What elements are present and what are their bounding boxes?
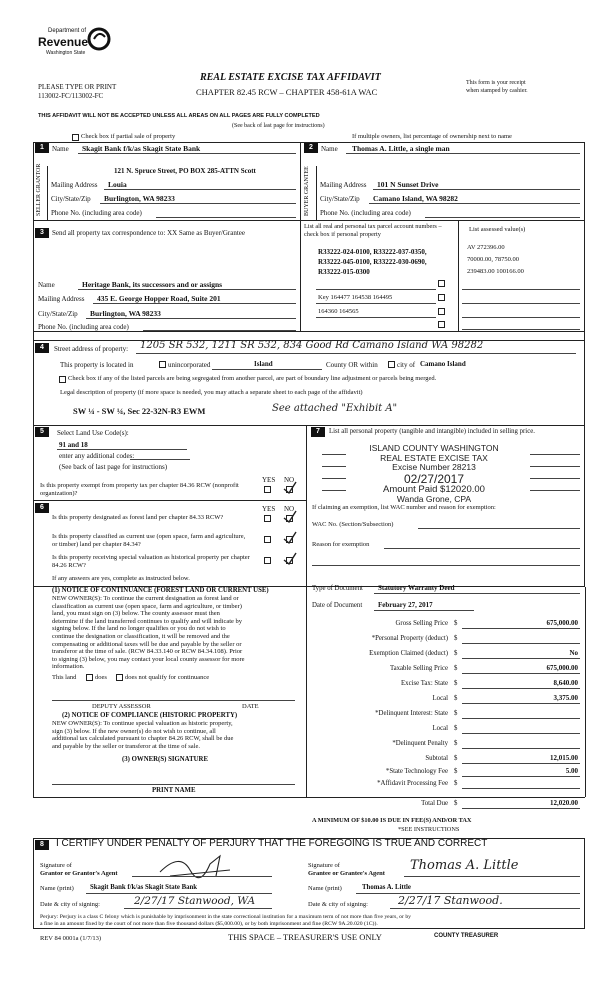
section-6-badge: 6 bbox=[35, 503, 49, 513]
unincorporated-label: unincorporated bbox=[168, 361, 211, 369]
forest-no-check-icon bbox=[282, 509, 298, 525]
no-header-5: NO bbox=[284, 476, 295, 484]
buyer-city: Camano Island, WA 98282 bbox=[373, 194, 458, 203]
doc-date: February 27, 2017 bbox=[378, 601, 433, 609]
tax-row-value-1: 675,000.00 bbox=[546, 619, 578, 627]
deputy-assessor-label: DEPUTY ASSESSOR bbox=[92, 703, 151, 710]
tax-row-label-11: *State Technology Fee bbox=[385, 768, 448, 775]
grantee-sig-label-1: Signature of bbox=[308, 862, 340, 869]
buyer-name: Thomas A. Little, a single man bbox=[352, 144, 450, 153]
tax-row-value-13: 12,020.00 bbox=[550, 799, 578, 807]
receipt-note-2: when stamped by cashier. bbox=[466, 88, 528, 94]
form-code: 113002-FC/113002-FC bbox=[38, 92, 104, 100]
tax-row-label-5: Excise Tax: State bbox=[401, 680, 448, 687]
print-name-label: PRINT NAME bbox=[152, 787, 196, 794]
notice2-body: NEW OWNER(S): To continue special valuation as historic property, sign (3) below. If the new owner(s) do not wish to continue, all additional tax calculated pursuant to chapter 84.26 RCW, shall be due and payable by the seller or transferor at the time of sale. bbox=[52, 720, 234, 750]
seller-city-label: City/State/Zip bbox=[51, 195, 91, 203]
stamp-treasurer: Wanda Grone, CPA bbox=[396, 494, 472, 504]
tax-row-value-5: 8,640.00 bbox=[553, 679, 578, 687]
personal-property-label: List all personal property (tangible and intangible) included in selling price. bbox=[329, 428, 535, 435]
historic-no-check-icon bbox=[282, 551, 298, 567]
corr-mailing-label: Mailing Address bbox=[38, 295, 85, 303]
parcel-numbers: R33222-024-0100, R33222-037-0350, R33222-045-0100, R33222-030-0690, R33222-015-0300 bbox=[318, 248, 427, 276]
grantor-date-city: 2/27/17 Stanwood, WA bbox=[134, 895, 256, 907]
tax-row-label-7: *Delinquent Interest: State bbox=[375, 710, 448, 717]
tax-row-sym-13: $ bbox=[454, 800, 458, 807]
seller-mailing-label: Mailing Address bbox=[51, 181, 98, 189]
section-2-badge: 2 bbox=[304, 143, 318, 153]
assessed-value-2: 70000.00, 78750.00 bbox=[467, 256, 519, 263]
corr-city: Burlington, WA 98233 bbox=[90, 309, 161, 318]
tax-row-sym-12: $ bbox=[454, 780, 458, 787]
stamp-date: 02/27/2017 bbox=[403, 471, 465, 486]
deputy-date-label: DATE bbox=[242, 703, 259, 710]
partial-sale-label: Check box if partial sale of property bbox=[81, 133, 176, 140]
tax-row-sym-10: $ bbox=[454, 755, 458, 762]
land-use-label: Select Land Use Code(s): bbox=[57, 429, 129, 437]
owner-signature-label: (3) OWNER(S) SIGNATURE bbox=[122, 756, 208, 763]
tax-row-sym-2: $ bbox=[454, 635, 458, 642]
treasurer-only-note: THIS SPACE – TREASURER'S USE ONLY bbox=[228, 932, 382, 942]
tax-row-label-4: Taxable Selling Price bbox=[389, 665, 448, 672]
buyer-mailing: 101 N Sunset Drive bbox=[377, 180, 439, 189]
grantee-date-city: 2/27/17 Stanwood. bbox=[398, 894, 503, 907]
segregated-label: Check box if any of the listed parcels are being segregated from another parcel, are part of boundary line adjustment or parcels being merged. bbox=[68, 375, 437, 382]
notice2-title: (2) NOTICE OF COMPLIANCE (HISTORIC PROPERTY) bbox=[62, 712, 238, 719]
tax-row-value-3: No bbox=[569, 649, 578, 657]
does-not-label: does not qualify for continuance bbox=[125, 674, 210, 681]
doc-date-label: Date of Document bbox=[312, 602, 363, 609]
if-yes-note: If any answers are yes, complete as instructed below. bbox=[52, 575, 190, 582]
tax-row-label-12: *Affidavit Processing Fee bbox=[377, 780, 448, 787]
current-use-yes-checkbox[interactable] bbox=[264, 536, 271, 543]
assessed-value-1: AV 272396.00 bbox=[467, 244, 505, 251]
grantor-print-name: Skagit Bank f/k/as Skagit State Bank bbox=[90, 884, 198, 891]
tax-row-label-9: *Delinquent Penalty bbox=[392, 740, 448, 747]
land-does-label: This land bbox=[52, 674, 77, 681]
section-4-badge: 4 bbox=[35, 343, 49, 353]
section-7-badge: 7 bbox=[311, 427, 325, 437]
grantee-date-label: Date & city of signing: bbox=[308, 901, 368, 908]
perjury-line-2: a fine in an amount fixed by the court of not more than five thousand dollars ($5,000.00), or by both imprisonment and fine (RCW 9A.20.020 (1C)). bbox=[40, 921, 378, 927]
section-8-badge: 8 bbox=[35, 840, 49, 850]
perjury-line-1: Perjury: Perjury is a class C felony which is punishable by imprisonment in the state correctional institution for a maximum term of not more than five years, or by bbox=[40, 914, 412, 920]
additional-codes-label: enter any additional codes: bbox=[59, 452, 135, 460]
historic-yes-checkbox[interactable] bbox=[264, 557, 271, 564]
receipt-note-1: This form is your receipt bbox=[466, 80, 526, 86]
tax-row-value-11: 5.00 bbox=[565, 767, 578, 775]
city-checkbox[interactable] bbox=[388, 361, 395, 368]
tax-row-label-3: Exemption Claimed (deduct) bbox=[369, 650, 448, 657]
seller-address-line1: 121 N. Spruce Street, PO BOX 285-ATTN Scott bbox=[114, 167, 256, 175]
stamp-excise-number: Excise Number 28213 bbox=[392, 462, 476, 472]
tax-row-sym-7: $ bbox=[454, 710, 458, 717]
grantor-name-label: Name (print) bbox=[40, 885, 74, 892]
grantor-date-label: Date & city of signing: bbox=[40, 901, 100, 908]
tax-row-label-6: Local bbox=[432, 695, 448, 702]
buyer-mailing-label: Mailing Address bbox=[320, 181, 367, 189]
yes-header-6: YES bbox=[262, 505, 276, 513]
see-back-note: (See back of last page for instructions) bbox=[232, 123, 325, 129]
logo-state: Washington State bbox=[46, 50, 86, 56]
county-value: Island bbox=[254, 360, 273, 368]
multiple-owners-note: If multiple owners, list percentage of ownership next to name bbox=[352, 133, 512, 140]
county-excise-stamp bbox=[334, 444, 534, 503]
city-of-label: city of bbox=[397, 361, 416, 369]
forest-question: Is this property designated as forest land per chapter 84.33 RCW? bbox=[52, 514, 224, 521]
section-5-badge: 5 bbox=[35, 427, 49, 437]
buyer-phone-label: Phone No. (including area code) bbox=[320, 209, 411, 217]
legal-handwritten: See attached "Exhibit A" bbox=[272, 403, 398, 414]
seller-city: Burlington, WA 98233 bbox=[104, 194, 175, 203]
parcel-key-2: 164360 164565 bbox=[318, 308, 359, 315]
stamp-title: REAL ESTATE EXCISE TAX bbox=[380, 452, 488, 463]
assessed-value-3: 239483.00 100166.00 bbox=[467, 268, 524, 275]
county-or-within: County OR within bbox=[326, 361, 378, 369]
historic-question: Is this property receiving special valuation as historical property per chapter 84.26 RCW? bbox=[52, 554, 250, 569]
tax-row-label-10: Subtotal bbox=[425, 755, 448, 762]
partial-sale-checkbox[interactable] bbox=[72, 134, 79, 141]
street-address: 1205 SR 532, 1211 SR 532, 834 Good Rd Camano Island WA 98282 bbox=[140, 340, 484, 351]
city-value: Camano Island bbox=[420, 360, 466, 368]
section-1-badge: 1 bbox=[35, 143, 49, 153]
tax-row-value-4: 675,000.00 bbox=[546, 664, 578, 672]
corr-city-label: City/State/Zip bbox=[38, 310, 78, 318]
tax-row-sym-5: $ bbox=[454, 680, 458, 687]
grantee-sig-label-2: Grantee or Grantee's Agent bbox=[308, 870, 385, 877]
seller-phone-label: Phone No. (including area code) bbox=[51, 209, 142, 217]
certify-statement: I CERTIFY UNDER PENALTY OF PERJURY THAT THE FOREGOING IS TRUE AND CORRECT bbox=[56, 838, 488, 849]
legal-label: Legal description of property (if more space is needed, you may attach a separate sheet to each page of the affidavit) bbox=[60, 389, 363, 396]
forest-yes-checkbox[interactable] bbox=[264, 515, 271, 522]
land-use-codes: 91 and 18 bbox=[59, 441, 88, 449]
does-label: does bbox=[95, 674, 107, 681]
tax-row-value-10: 12,015.00 bbox=[550, 754, 578, 762]
form-chapter: CHAPTER 82.45 RCW – CHAPTER 458-61A WAC bbox=[196, 87, 378, 97]
tax-row-sym-1: $ bbox=[454, 620, 458, 627]
tax-row-label-8: Local bbox=[432, 725, 448, 732]
reason-label: Reason for exemption bbox=[312, 541, 370, 548]
segregated-checkbox[interactable] bbox=[59, 376, 66, 383]
tax-row-sym-11: $ bbox=[454, 768, 458, 775]
corr-mailing: 435 E. George Hopper Road, Suite 201 bbox=[97, 294, 221, 303]
tax-row-sym-8: $ bbox=[454, 725, 458, 732]
does-checkbox[interactable] bbox=[86, 674, 93, 681]
tax-row-value-6: 3,375.00 bbox=[553, 694, 578, 702]
assessed-header: List assessed value(s) bbox=[469, 226, 526, 233]
parcel-checkbox-1[interactable] bbox=[438, 280, 445, 287]
please-type: PLEASE TYPE OR PRINT bbox=[38, 83, 117, 91]
corr-phone-label: Phone No. (including area code) bbox=[38, 323, 129, 331]
warning-text: THIS AFFIDAVIT WILL NOT BE ACCEPTED UNLESS ALL AREAS ON ALL PAGES ARE FULLY COMPLETED bbox=[38, 113, 320, 119]
grantor-sig-label-2: Grantor or Grantor's Agent bbox=[40, 870, 118, 877]
see-instructions-note: *SEE INSTRUCTIONS bbox=[398, 826, 460, 833]
corr-name-label: Name bbox=[38, 281, 55, 289]
form-title: REAL ESTATE EXCISE TAX AFFIDAVIT bbox=[200, 72, 381, 83]
current-use-question: Is this property classified as current use (open space, farm and agriculture, or timber) land per chapter 84.34? bbox=[52, 533, 246, 548]
seller-name-label: Name bbox=[52, 145, 69, 153]
grantee-print-name: Thomas A. Little bbox=[362, 884, 411, 891]
stamp-amount: Amount Paid $12020.00 bbox=[383, 483, 485, 495]
tax-row-label-13: Total Due bbox=[421, 800, 448, 807]
wac-label: WAC No. (Section/Subsection) bbox=[312, 521, 394, 528]
exempt-yes-checkbox[interactable] bbox=[264, 486, 271, 493]
buyer-city-label: City/State/Zip bbox=[320, 195, 360, 203]
tax-row-sym-6: $ bbox=[454, 695, 458, 702]
seller-side-label: SELLER GRANTOR bbox=[36, 163, 42, 216]
exempt-no-check-icon bbox=[282, 480, 298, 496]
does-not-checkbox[interactable] bbox=[116, 674, 123, 681]
dor-swirl-icon bbox=[86, 26, 112, 52]
legal-description: SW ¼ - SW ¼, Sec 22-32N-R3 EWM bbox=[73, 406, 206, 416]
parcel-key: Key 164477 164538 164495 bbox=[318, 294, 393, 301]
grantee-signature: Thomas A. Little bbox=[410, 858, 519, 873]
tax-row-label-1: Gross Selling Price bbox=[395, 620, 448, 627]
yes-header-5: YES bbox=[262, 476, 276, 484]
doc-type-label: Type of Document bbox=[312, 585, 363, 592]
notice1-title: (1) NOTICE OF CONTINUANCE (FOREST LAND OR CURRENT USE) bbox=[52, 587, 269, 594]
parcels-header: List all real and personal tax parcel account numbers – check box if personal property bbox=[304, 223, 442, 238]
logo-revenue: Revenue bbox=[38, 35, 89, 49]
logo-dept: Department of bbox=[48, 28, 87, 34]
tax-row-sym-9: $ bbox=[454, 740, 458, 747]
tax-row-sym-4: $ bbox=[454, 665, 458, 672]
stamp-county: ISLAND COUNTY WASHINGTON bbox=[369, 443, 499, 453]
correspondence-label: Send all property tax correspondence to: XX Same as Buyer/Grantee bbox=[52, 229, 246, 237]
minimum-due-note: A MINIMUM OF $10.00 IS DUE IN FEE(S) AND/OR TAX bbox=[312, 817, 472, 824]
corr-name: Heritage Bank, its successors and or assigns bbox=[82, 280, 223, 289]
doc-type: Statutory Warranty Deed bbox=[378, 584, 455, 592]
notice1-body: NEW OWNER(S): To continue the current designation as forest land or classification as current use (open space, farm and agriculture, or timber) land, you must sign on (3) below. The county assessor must then determine if the land transferred continues to qualify and will indicate by signing below. If the land no longer qualifies or you do not wish to continue the designation or classification, it will be removed and the compensating or additional taxes will be due and payable by the seller or transferor at the time of sale. (RCW 84.33.140 or RCW 84.34.108). Prior to signing (3) below, you may contact your local county assessor for more information. bbox=[52, 595, 245, 671]
current-use-no-check-icon bbox=[282, 530, 298, 546]
grantor-sig-label-1: Signature of bbox=[40, 862, 72, 869]
street-label: Street address of property: bbox=[54, 345, 129, 353]
tax-row-label-2: *Personal Property (deduct) bbox=[371, 635, 448, 642]
grantee-name-label: Name (print) bbox=[308, 885, 342, 892]
seller-name: Skagit Bank f/k/as Skagit State Bank bbox=[82, 144, 201, 153]
buyer-side-label: BUYER GRANTEE bbox=[304, 166, 310, 216]
exemption-claim-label: If claiming an exemption, list WAC number and reason for exemption: bbox=[312, 504, 496, 511]
exempt-question: Is this property exempt from property tax per chapter 84.36 RCW (nonprofit organization)? bbox=[40, 482, 239, 497]
county-treasurer-label: COUNTY TREASURER bbox=[434, 933, 499, 939]
buyer-name-label: Name bbox=[321, 145, 338, 153]
section-3-badge: 3 bbox=[35, 228, 49, 238]
tax-row-sym-3: $ bbox=[454, 650, 458, 657]
located-in-label: This property is located in bbox=[60, 361, 134, 369]
rev-number: REV 84 0001a (1/7/13) bbox=[40, 935, 102, 942]
parcel-checkbox-2[interactable] bbox=[438, 294, 445, 301]
unincorporated-checkbox[interactable] bbox=[159, 361, 166, 368]
parcel-checkbox-4[interactable] bbox=[438, 321, 445, 328]
no-header-6: NO bbox=[284, 505, 295, 513]
see-back-5: (See back of last page for instructions) bbox=[59, 463, 168, 471]
parcel-checkbox-3[interactable] bbox=[438, 308, 445, 315]
seller-mailing: Louia bbox=[108, 180, 127, 189]
